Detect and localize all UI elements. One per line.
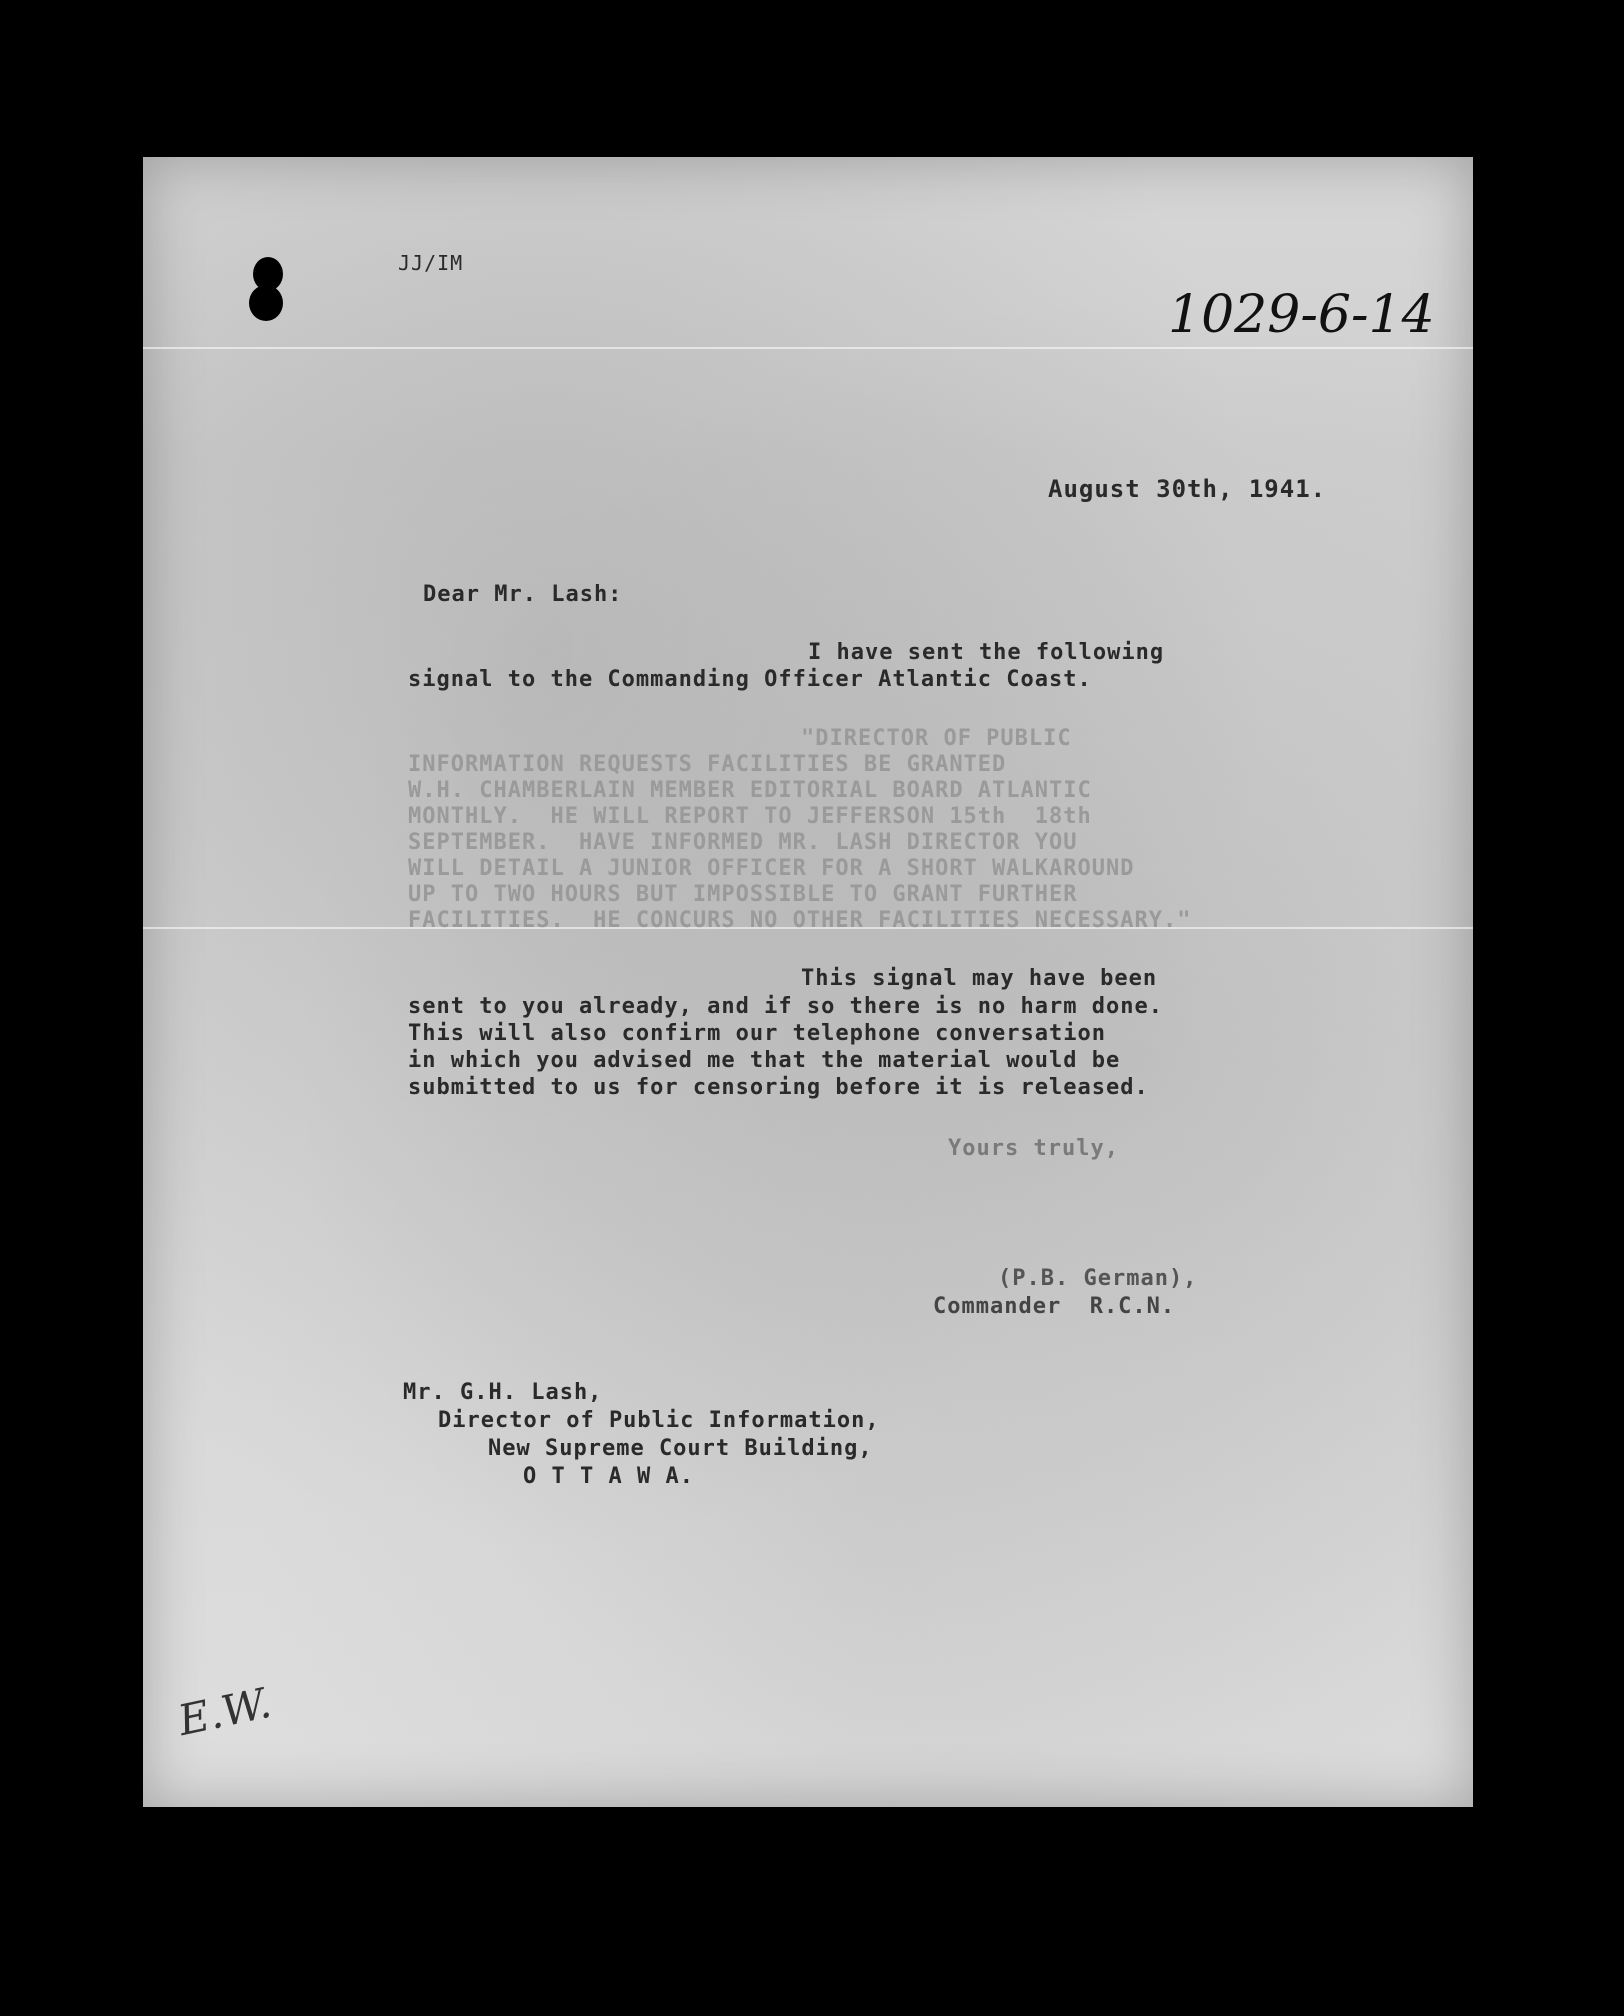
punch-hole [249,285,283,321]
margin-initials: E.W. [173,1677,276,1746]
body-line: This will also confirm our telephone conversation [408,1021,1107,1046]
signal-line: FACILITIES. HE CONCURS NO OTHER FACILITIES NECESSARY." [408,908,1192,933]
signature-title: Commander R.C.N. [933,1294,1176,1319]
body-line: submitted to us for censoring before it is released. [408,1075,1149,1100]
recipient-title: Director of Public Information, [438,1408,880,1433]
signal-line: "DIRECTOR OF PUBLIC [801,726,1072,751]
valediction: Yours truly, [948,1136,1119,1161]
signal-line: MONTHLY. HE WILL REPORT TO JEFFERSON 15th 18th [408,804,1092,829]
letter-page [143,157,1473,1807]
body-line: sent to you already, and if so there is no harm done. [408,994,1163,1019]
recipient-name: Mr. G.H. Lash, [403,1380,603,1405]
recipient-city: O T T A W A. [523,1464,694,1489]
body-line: signal to the Commanding Officer Atlantic Coast. [408,667,1092,692]
signal-line: WILL DETAIL A JUNIOR OFFICER FOR A SHORT WALKAROUND [408,856,1135,881]
file-number: 1029-6-14 [1168,285,1435,345]
recipient-building: New Supreme Court Building, [488,1436,873,1461]
body-line: This signal may have been [801,966,1158,991]
body-line: in which you advised me that the material would be [408,1048,1121,1073]
signature-name: (P.B. German), [998,1266,1198,1291]
letter-date: August 30th, 1941. [1048,475,1327,503]
reference-initials: JJ/IM [398,251,464,275]
body-line: I have sent the following [808,640,1165,665]
signal-line: W.H. CHAMBERLAIN MEMBER EDITORIAL BOARD ATLANTIC [408,778,1092,803]
salutation: Dear Mr. Lash: [423,582,623,607]
signal-line: SEPTEMBER. HAVE INFORMED MR. LASH DIRECTOR YOU [408,830,1078,855]
signal-line: UP TO TWO HOURS BUT IMPOSSIBLE TO GRANT FURTHER [408,882,1078,907]
fold-line [143,347,1473,349]
signal-line: INFORMATION REQUESTS FACILITIES BE GRANTED [408,752,1007,777]
